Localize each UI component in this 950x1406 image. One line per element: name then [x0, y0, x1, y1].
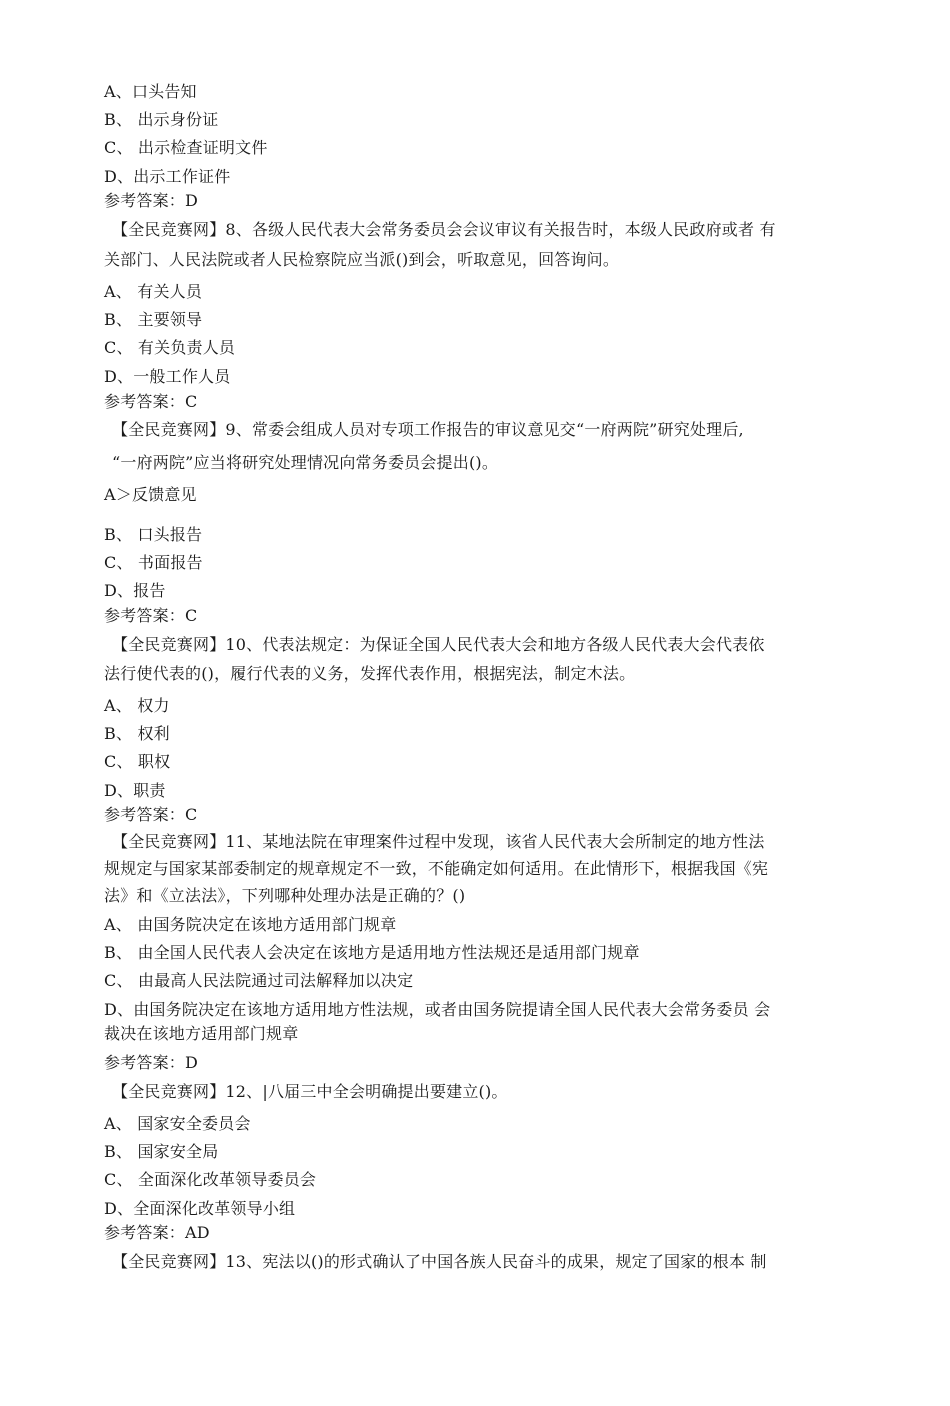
option-a: A、 权力: [104, 696, 170, 715]
answer: 参考答案：C: [104, 805, 198, 824]
option-d: D、全面深化改革领导小组: [104, 1199, 296, 1218]
option-c: C、 由最高人民法院通过司法解释加以决定: [104, 971, 414, 990]
question-10-cont: 法行使代表的()，履行代表的义务，发挥代表作用，根据宪法，制定木法。: [104, 664, 636, 683]
question-8-cont: 关部门、人民法院或者人民检察院应当派()到会，听取意见，回答询问。: [104, 250, 620, 269]
answer: 参考答案：D: [104, 191, 199, 210]
option-a: A、 由国务院决定在该地方适用部门规章: [104, 915, 397, 934]
option-d: D、报告: [104, 581, 166, 600]
option-b: B、 由全国人民代表人会决定在该地方是适用地方性法规还是适用部门规章: [104, 943, 640, 962]
option-a: A、 国家安全委员会: [104, 1114, 251, 1133]
option-a: A＞反馈意见: [104, 485, 197, 504]
option-d: D、一般工作人员: [104, 367, 231, 386]
option-a: A、口头告知: [104, 82, 197, 101]
option-d: D、出示工作证件: [104, 167, 231, 186]
option-b: B、 主要领导: [104, 310, 203, 329]
option-c: C、 全面深化改革领导委员会: [104, 1170, 317, 1189]
option-b: B、 口头报告: [104, 525, 203, 544]
option-b: B、 权利: [104, 724, 170, 743]
question-11-cont: 规规定与国家某部委制定的规章规定不一致，不能确定如何适用。在此情形下，根据我国《宪: [104, 859, 769, 878]
option-c: C、 出示检查证明文件: [104, 138, 268, 157]
question-13: 【全民竞赛网】13、宪法以()的形式确认了中国各族人民奋斗的成果，规定了国家的根本 制: [112, 1252, 767, 1271]
question-11: 【全民竞赛网】11、某地法院在审理案件过程中发现，该省人民代表大会所制定的地方性法: [112, 832, 765, 851]
question-9: 【全民竞赛网】9、常委会组成人员对专项工作报告的审议意见交“一府两院”研究处理后,: [112, 420, 744, 439]
question-12: 【全民竞赛网】12、|八届三中全会明确提出要建立()。: [112, 1082, 508, 1101]
answer: 参考答案：C: [104, 392, 198, 411]
option-c: C、 职权: [104, 752, 171, 771]
question-9-cont: “一府两院”应当将研究处理情况向常务委员会提出()。: [112, 453, 499, 472]
option-c: C、 书面报告: [104, 553, 203, 572]
question-11-cont: 法》和《立法法》，下列哪种处理办法是正确的？(): [104, 886, 466, 905]
question-10: 【全民竞赛网】10、代表法规定：为保证全国人民代表大会和地方各级人民代表大会代表依: [112, 635, 765, 654]
option-a: A、 有关人员: [104, 282, 203, 301]
option-b: B、 国家安全局: [104, 1142, 219, 1161]
answer: 参考答案：D: [104, 1053, 199, 1072]
answer: 参考答案：C: [104, 606, 198, 625]
option-b: B、 出示身份证: [104, 110, 219, 129]
option-c: C、 有关负责人员: [104, 338, 236, 357]
option-d: D、职责: [104, 781, 166, 800]
option-d: D、由国务院决定在该地方适用地方性法规，或者由国务院提请全国人民代表大会常务委员 会: [104, 1000, 771, 1019]
question-8: 【全民竞赛网】8、各级人民代表大会常务委员会会议审议有关报告时，本级人民政府或者 有: [112, 220, 776, 239]
option-d-cont: 裁决在该地方适用部门规章: [104, 1024, 299, 1043]
answer: 参考答案：AD: [104, 1223, 210, 1242]
